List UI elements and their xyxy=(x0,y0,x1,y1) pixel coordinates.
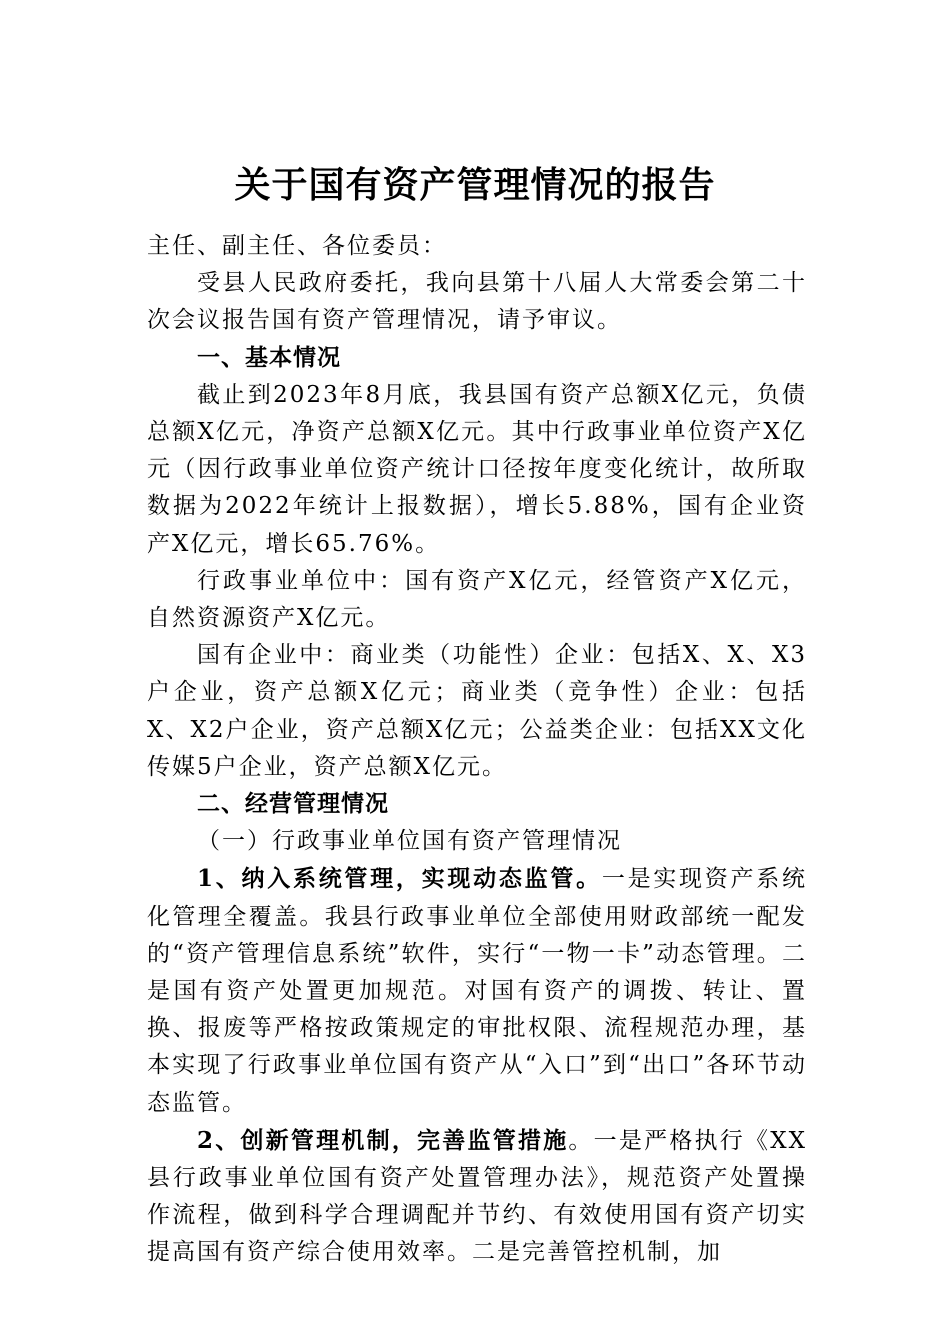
section-heading-management: 二、经营管理情况 xyxy=(197,791,389,818)
salutation: 主任、副主任、各位委员： xyxy=(147,233,447,259)
paragraph-admin-units: 行政事业单位中：国有资产X亿元，经管资产X亿元，自然资源资产X亿元。 xyxy=(147,567,807,632)
document-title: 关于国有资产管理情况的报告 xyxy=(234,164,716,206)
item-2-text: 。一是严格执行《XX县行政事业单位国有资产处置管理办法》，规范资产处置操作流程，做到科学合理调配并节约、有效使用国有资产切实提高国有资产综合使用效率。二是完善管控机制，加 xyxy=(147,1127,807,1266)
item-1-lead: 1、纳入系统管理，实现动态监管。 xyxy=(197,865,602,893)
paragraph-item-2 xyxy=(147,1122,807,1272)
item-1-text: 一是实现资产系统化管理全覆盖。我县行政事业单位全部使用财政部统一配发的“资产管理信息系统”软件，实行“一物一卡”动态管理。二是国有资产处置更加规范。对国有资产的调拨、转让、置换、报废等严格按政策规定的审批权限、流程规范办理，基本实现了行政事业单位国有资产从“入口”到“出口”各环节动态监管。 xyxy=(147,866,807,1116)
subsection-heading-admin: （一）行政事业单位国有资产管理情况 xyxy=(197,828,622,855)
paragraph-state-enterprises: 国有企业中：商业类（功能性）企业：包括X、X、X3户企业，资产总额X亿元；商业类（竞争性）企业：包括X、X2户企业，资产总额X亿元；公益类企业：包括XX文化传媒5户企业，资产总额X亿元。 xyxy=(147,642,807,780)
document-body xyxy=(147,228,807,1272)
paragraph-total-assets: 截止到2023年8月底，我县国有资产总额X亿元，负债总额X亿元，净资产总额X亿元。其中行政事业单位资产X亿元（因行政事业单位资产统计口径按年度变化统计，故所取数据为2022年统计上报数据），增长5.88%，国有企业资产X亿元，增长65.76%。 xyxy=(147,381,807,557)
section-heading-basic: 一、基本情况 xyxy=(197,344,341,371)
paragraph-item-1 xyxy=(147,860,807,1121)
item-2-lead: 2、创新管理机制，完善监管措施 xyxy=(197,1126,569,1154)
intro-paragraph: 受县人民政府委托，我向县第十八届人大常委会第二十次会议报告国有资产管理情况，请予审议。 xyxy=(147,270,807,334)
